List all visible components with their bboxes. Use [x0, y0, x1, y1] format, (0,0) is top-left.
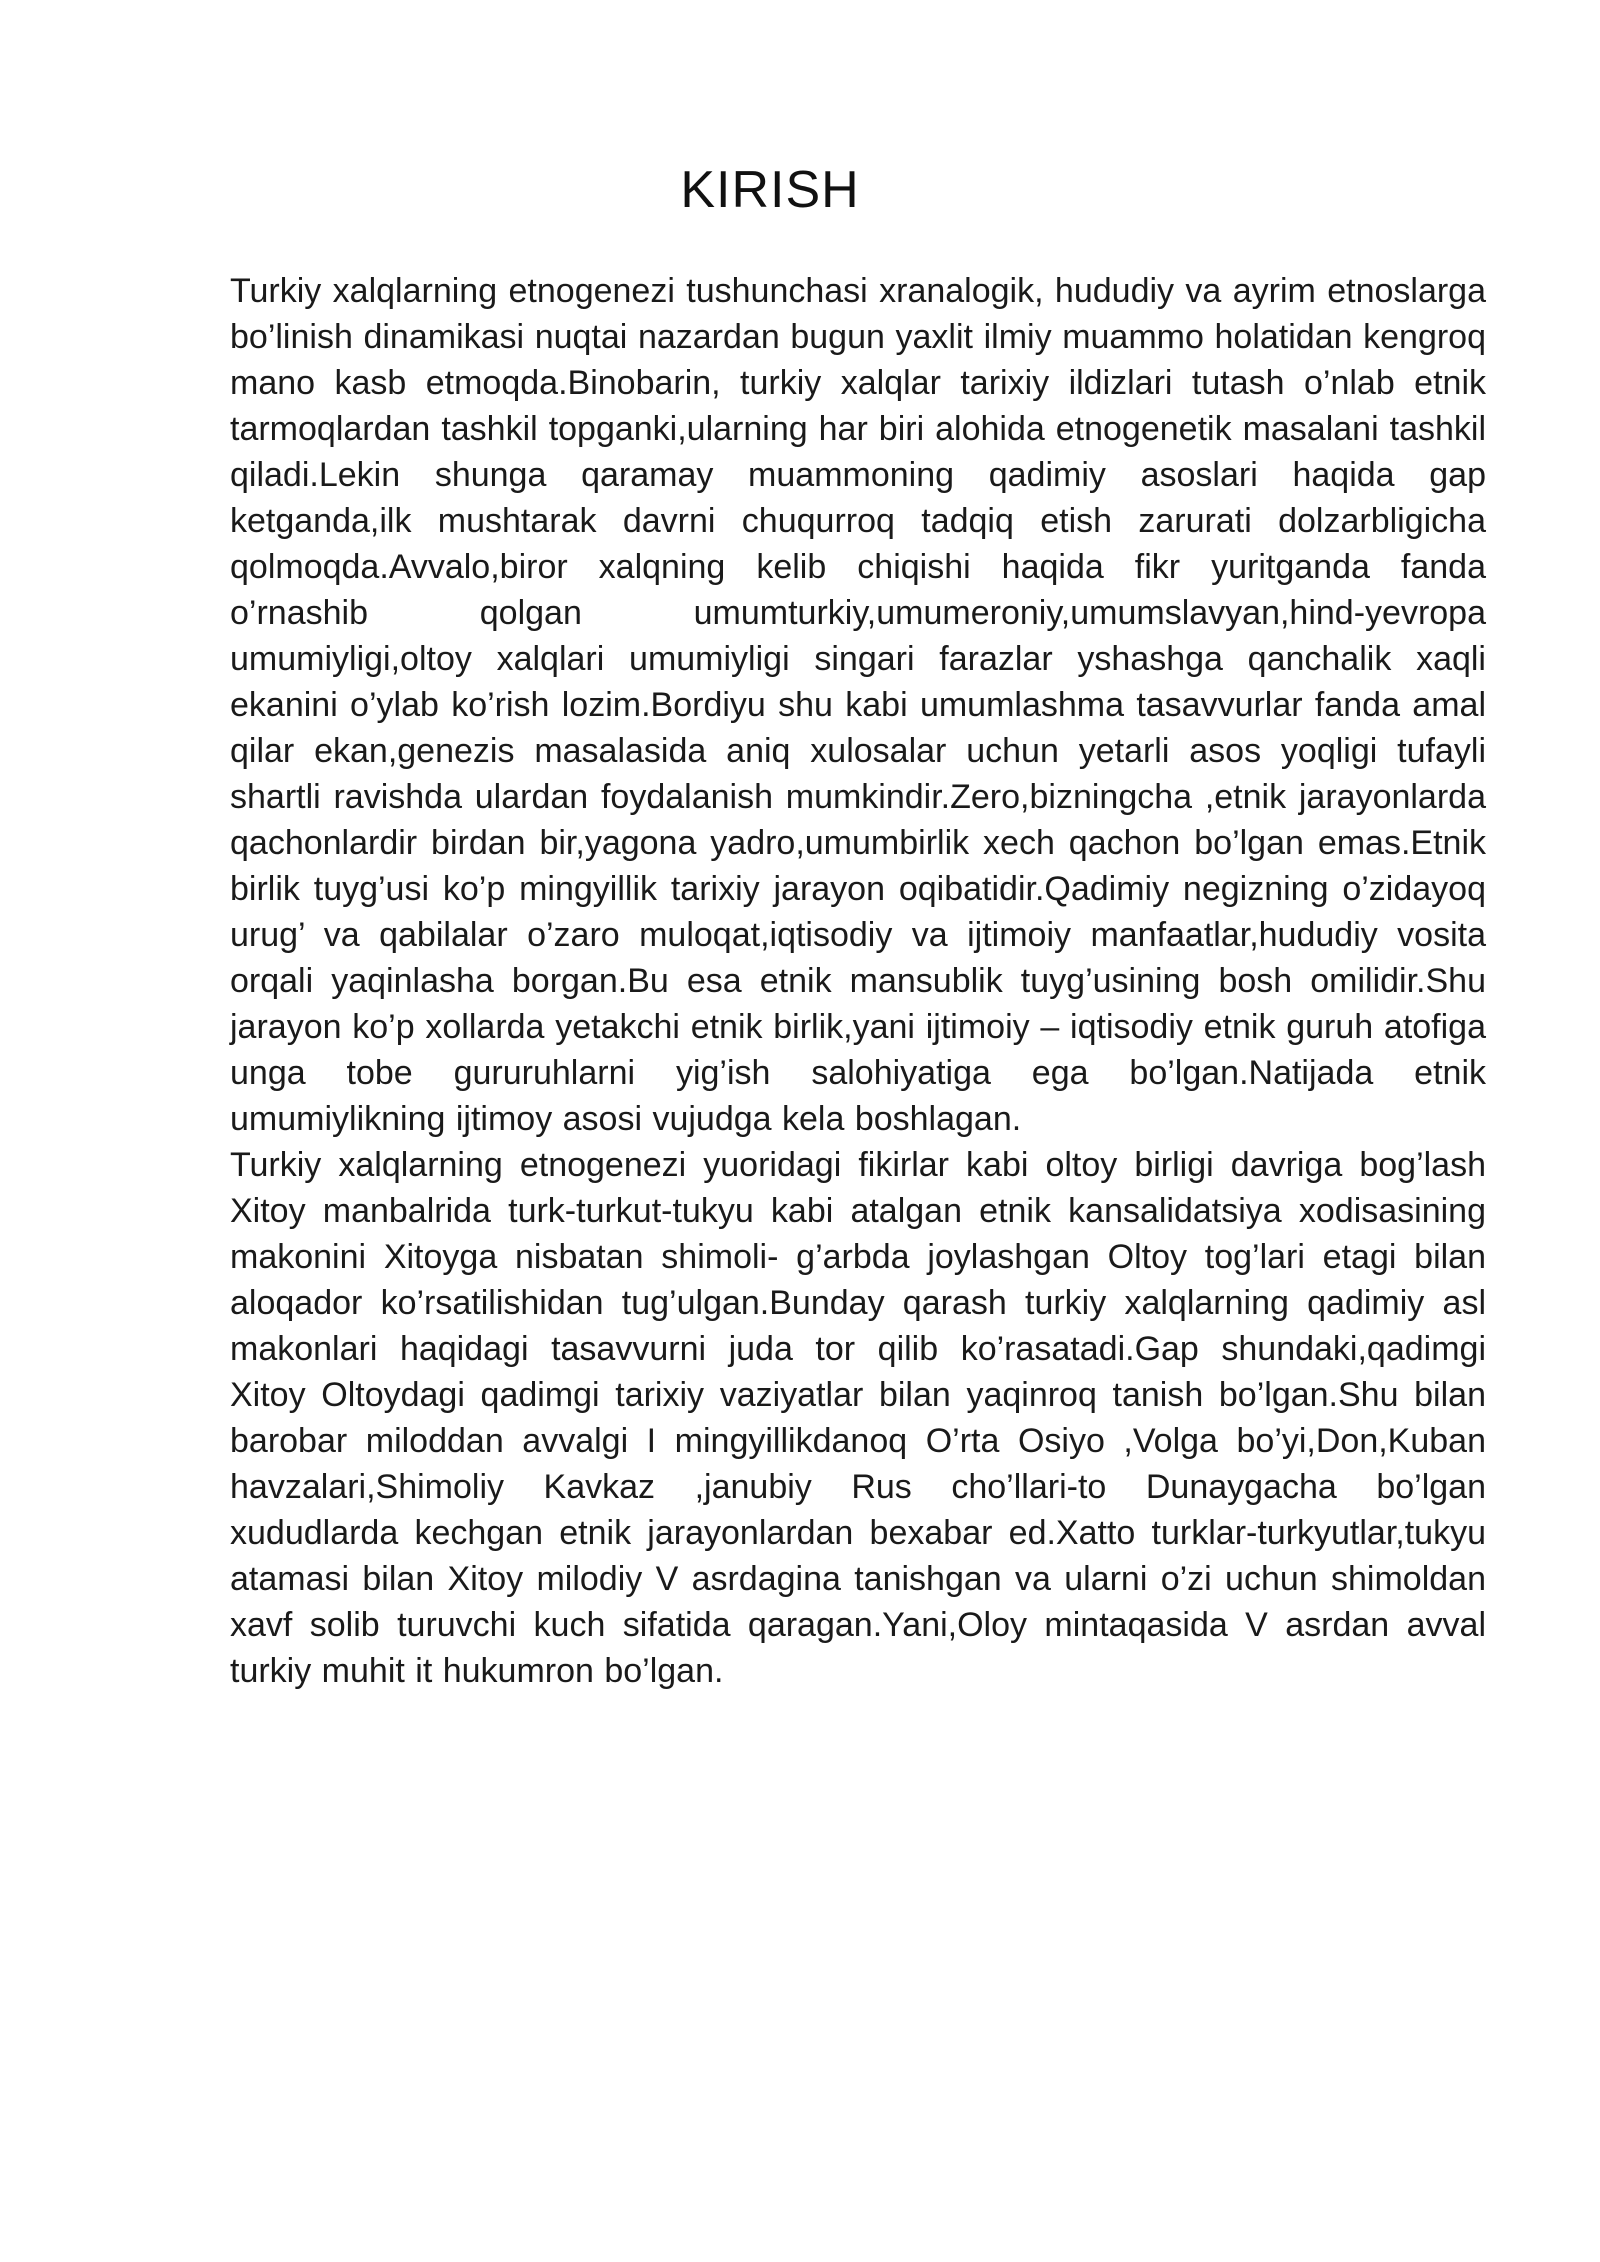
paragraph-1: Turkiy xalqlarning etnogenezi tushunchasi xranalogik, hududiy va ayrim etnoslarga bo’linish dinamikasi nuqtai nazardan bugun yaxlit ilmiy muammo holatidan kengroq mano kasb etmoqda.Binobarin, turkiy xalqlar tarixiy ildizlari tutash o’nlab etnik tarmoqlardan tashkil topganki,ularning har biri alohida etnogenetik masalani tashkil qiladi.Lekin shunga qaramay muammoning qadimiy asoslari haqida gap ketganda,ilk mushtarak davrni chuqurroq tadqiq etish zarurati dolzarbligicha qolmoqda.Avvalo,biror xalqning kelib chiqishi haqida fikr yuritganda fanda o’rnashib qolgan umumturkiy,umumeroniy,umumslavyan,hind-yevropa umumiyligi,oltoy xalqlari umumiyligi singari farazlar yshashga qanchalik xaqli ekanini o’ylab ko’rish lozim.Bordiyu shu kabi umumlashma tasavvurlar fanda amal qilar ekan,genezis masalasida aniq xulosalar uchun yetarli asos yoqligi tufayli shartli ravishda ulardan foydalanish mumkindir.Zero,bizningcha ,etnik jarayonlarda qachonlardir birdan bir,yagona yadro,umumbirlik xech qachon bo’lgan emas.Etnik birlik tuyg’usi ko’p mingyillik tarixiy jarayon oqibatidir.Qadimiy negizning o’zidayoq urug’ va qabilalar o’zaro muloqat,iqtisodiy va ijtimoiy manfaatlar,hududiy vosita orqali yaqinlasha borgan.Bu esa etnik mansublik tuyg’usining bosh omilidir.Shu jarayon ko’p xollarda yetakchi etnik birlik,yani ijtimoiy – iqtisodiy etnik guruh atofiga unga tobe gururuhlarni yig’ish salohiyatiga ega bo’lgan.Natijada etnik umumiylikning ijtimoy asosi vujudga kela boshlagan. [230, 272, 1486, 1138]
paragraph-2: Turkiy xalqlarning etnogenezi yuoridagi fikirlar kabi oltoy birligi davriga bog’lash Xitoy manbalrida turk-turkut-tukyu kabi atalgan etnik kansalidatsiya xodisasining makonini Xitoyga nisbatan shimoli- g’arbda joylashgan Oltoy tog’lari etagi bilan aloqador ko’rsatilishidan tug’ulgan.Bunday qarash turkiy xalqlarning qadimiy asl makonlari haqidagi tasavvurni juda tor qilib ko’rasatadi.Gap shundaki,qadimgi Xitoy Oltoydagi qadimgi tarixiy vaziyatlar bilan yaqinroq tanish bo’lgan.Shu bilan barobar miloddan avvalgi I mingyillikdanoq O’rta Osiyo ,Volga bo’yi,Don,Kuban havzalari,Shimoliy Kavkaz ,janubiy Rus cho’llari-to Dunaygacha bo’lgan xududlarda kechgan etnik jarayonlardan bexabar ed.Xatto turklar-turkyutlar,tukyu atamasi bilan Xitoy milodiy V asrdagina tanishgan va ularni o’zi uchun shimoldan xavf solib turuvchi kuch sifatida qaragan.Yani,Oloy mintaqasida V asrdan avval turkiy muhit it hukumron bo’lgan. [230, 1146, 1486, 1690]
document-body [230, 268, 1486, 1694]
document-title: KIRISH [680, 161, 860, 219]
